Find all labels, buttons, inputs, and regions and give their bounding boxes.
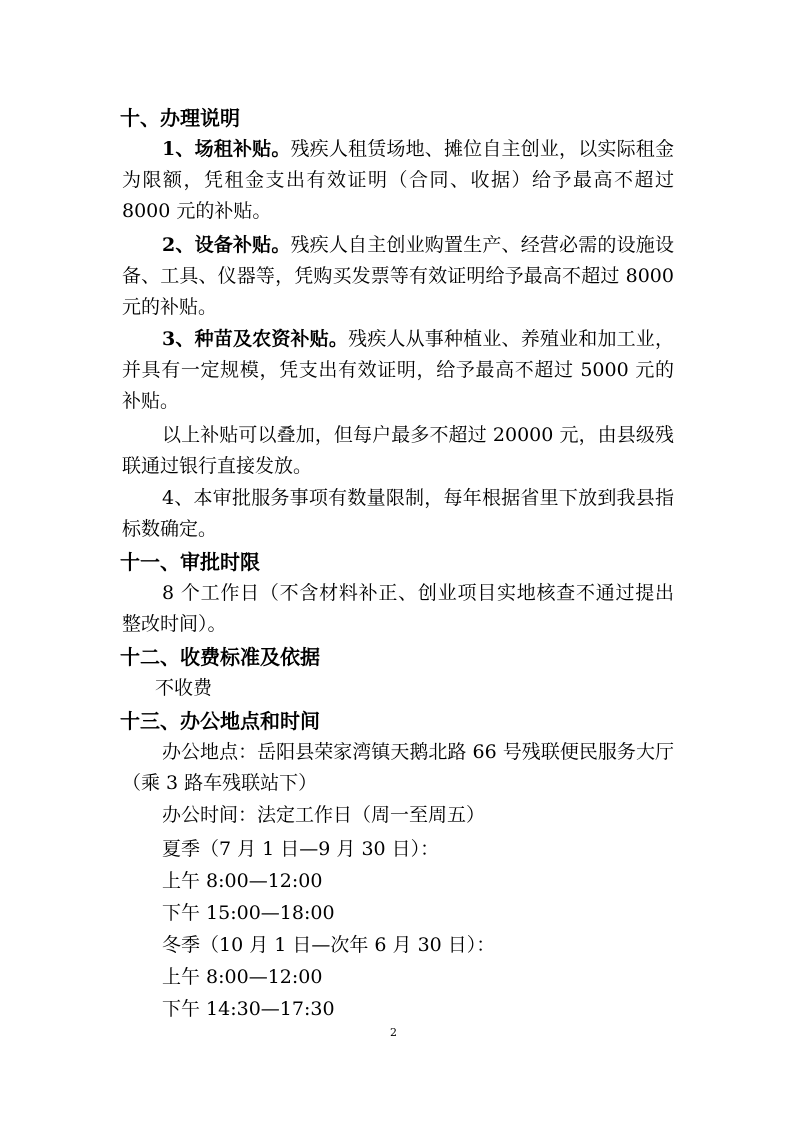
item-4-paragraph: 4、本审批服务事项有数量限制，每年根据省里下放到我县指标数确定。	[122, 487, 674, 540]
page-number: 2	[390, 1026, 397, 1039]
item-2-paragraph	[122, 230, 674, 323]
office-hours-label: 办公时间：法定工作日（周一至周五）	[162, 804, 486, 826]
item-1-head: 1、场租补贴。	[162, 138, 291, 160]
item-2-body: 残疾人自主创业购置生产、经营必需的设施设备、工具、仪器等，凭购买发票等有效证明给予最高不超过 8000 元的补贴。	[122, 234, 674, 318]
item-2-head: 2、设备补贴。	[162, 234, 291, 256]
section-12-heading: 十二、收费标准及依据	[120, 645, 320, 669]
item-3-head: 3、种苗及农资补贴。	[162, 328, 349, 350]
summer-morning-hours: 上午 8:00—12:00	[162, 870, 323, 892]
summer-afternoon-hours: 下午 15:00—18:00	[162, 902, 335, 924]
section-10-heading: 十、办理说明	[120, 106, 240, 130]
office-address-paragraph: 办公地点：岳阳县荣家湾镇天鹅北路 66 号残联便民服务大厅（乘 3 路车残联站下）	[122, 741, 674, 794]
fee-text: 不收费	[155, 677, 213, 699]
item-3-paragraph	[122, 324, 674, 417]
item-1-paragraph	[122, 134, 674, 227]
item-3-body: 残疾人从事种植业、养殖业和加工业，并具有一定规模，凭支出有效证明，给予最高不超过 5000 元的补贴。	[122, 328, 674, 412]
section-11-heading: 十一、审批时限	[120, 550, 260, 574]
winter-afternoon-hours: 下午 14:30—17:30	[162, 998, 335, 1020]
stack-note-paragraph: 以上补贴可以叠加，但每户最多不超过 20000 元，由县级残联通过银行直接发放。	[122, 424, 674, 477]
winter-period: 冬季（10 月 1 日—次年 6 月 30 日）：	[162, 934, 496, 956]
summer-period: 夏季（7 月 1 日—9 月 30 日）：	[162, 838, 440, 860]
winter-morning-hours: 上午 8:00—12:00	[162, 966, 323, 988]
item-1-body: 残疾人租赁场地、摊位自主创业，以实际租金为限额，凭租金支出有效证明（合同、收据）给予最高不超过 8000 元的补贴。	[122, 138, 674, 222]
approval-time-paragraph: 8 个工作日（不含材料补正、创业项目实地核查不通过提出整改时间）。	[122, 582, 674, 635]
section-13-heading: 十三、办公地点和时间	[120, 709, 320, 733]
